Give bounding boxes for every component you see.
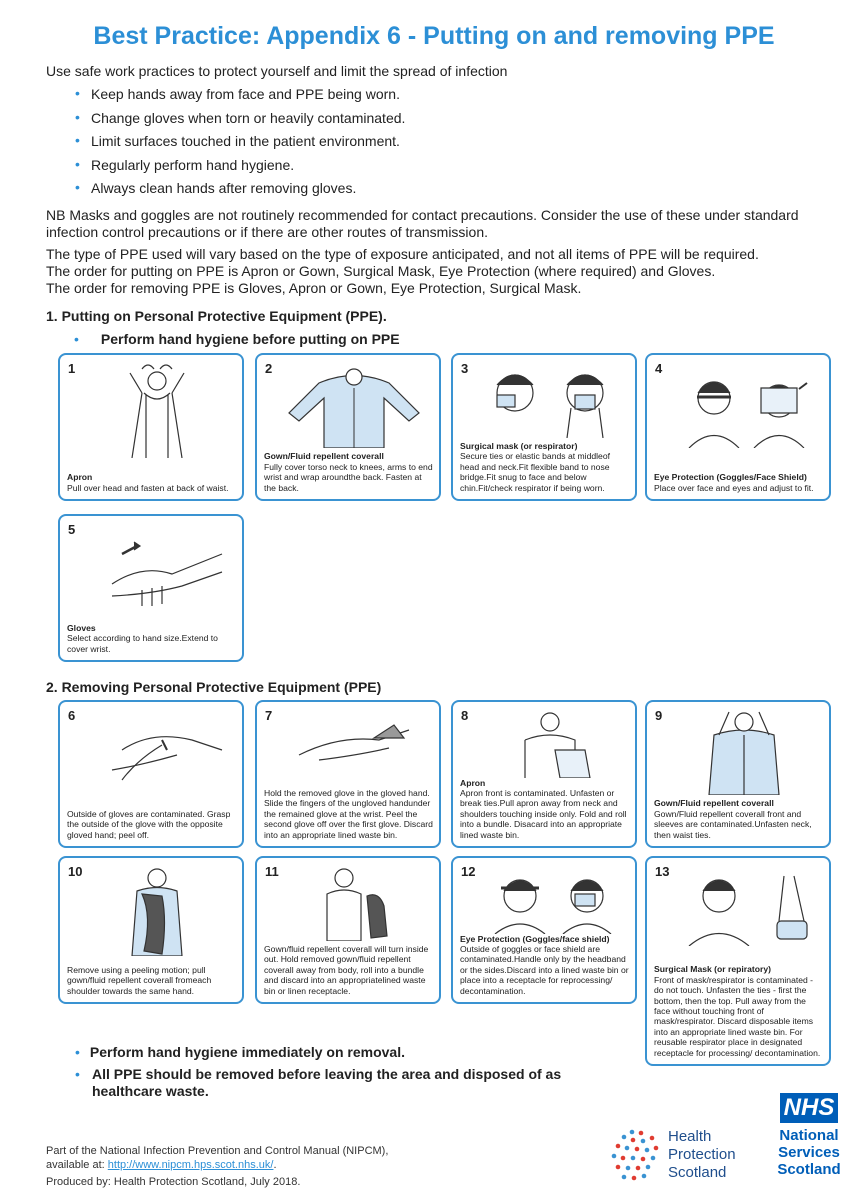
bullet-dot-icon: • — [75, 1044, 80, 1060]
bullet-dot-icon: • — [74, 331, 79, 347]
final-bullet-2: • All PPE should be removed before leaving the area and disposed of as healthcare waste. — [75, 1066, 562, 1099]
footer-line-1: Part of the National Infection Prevention and Control Manual (NIPCM), — [46, 1145, 389, 1157]
step-number: 9 — [655, 708, 663, 723]
hps-dots-icon — [610, 1128, 666, 1184]
bullet-dot-icon: • — [75, 155, 80, 172]
bullet-dot-icon: • — [75, 1066, 80, 1082]
bullet-dot-icon: • — [75, 179, 80, 195]
list-item: • Regularly perform hand hygiene. — [75, 155, 295, 173]
step-card-5 — [58, 514, 244, 662]
order-line-1: The type of PPE used will vary based on the type of exposure anticipated, and not all items of PPE will be required. — [46, 246, 759, 262]
nhs-logo: NHS National Services Scotland — [772, 1093, 846, 1178]
step-text: Gown/fluid repellent coverall will turn inside out. Hold removed gown/fluid repellent coverall away from body, roll into a bundle and discard into an appropriatelined waste bin or linen receptacle. — [264, 943, 429, 996]
roll-gown-illustration — [279, 866, 429, 941]
step-text: Apron front is contaminated. Unfasten or break ties.Pull apron away from neck and shoulders touching inside only. Fold and roll into a bundle. Disacard into an appropriate lined waste bin. — [460, 787, 627, 840]
step-text: Place over face and eyes and adjust to fit. — [654, 482, 814, 493]
list-item: • Change gloves when torn or heavily contaminated. — [75, 108, 406, 126]
step-number: 7 — [265, 708, 273, 723]
step-text: Fully cover torso neck to knees, arms to end wrist and wrap aroundthe back. Fasten at the back. — [264, 461, 433, 493]
step-text: Outside of goggles or face shield are contaminated.Handle only by the headband or the sides.Discard into a lined waste bin or place into a receptacle for reprocessing/ decontamination. — [460, 943, 629, 996]
mask-removal-illustration — [669, 866, 819, 946]
section1-heading: 1. Putting on Personal Protective Equipment (PPE). — [46, 308, 387, 324]
step-title: Surgical mask (or respirator) — [460, 440, 578, 451]
step-card-10 — [58, 856, 244, 1004]
step-card-11 — [255, 856, 441, 1004]
eye-protection-illustration — [669, 363, 819, 448]
step-number: 3 — [461, 361, 469, 376]
section2-heading: 2. Removing Personal Protective Equipment (PPE) — [46, 679, 382, 695]
step-number: 10 — [68, 864, 83, 879]
step-text: Hold the removed glove in the gloved hand. Slide the fingers of the ungloved handunder the remained glove at the wrist. Peel the second glove off over the first glove. Discard into an appropriate lined waste bin. — [264, 787, 433, 840]
step-text: Pull over head and fasten at back of waist. — [67, 482, 229, 493]
intro-bullet-list — [75, 86, 405, 204]
step-card-4 — [645, 353, 831, 501]
step-title: Gown/Fluid repellent coverall — [654, 798, 774, 809]
step-number: 11 — [265, 864, 279, 879]
step-text: Secure ties or elastic bands at middleof head and neck.Fit flexible band to nose bridge.Fit snug to face and below chin.Fit/check respirator if being worn. — [460, 451, 610, 493]
apron-illustration — [82, 363, 232, 458]
step-text: Select according to hand size.Extend to cover wrist. — [67, 633, 218, 654]
step-card-7 — [255, 700, 441, 848]
step-title: Gloves — [67, 622, 96, 633]
step-title: Eye Protection (Goggles/face shield) — [460, 933, 610, 944]
page-title: Best Practice: Appendix 6 - Putting on and removing PPE — [93, 22, 775, 50]
step-card-2 — [255, 353, 441, 501]
apron-removal-illustration — [475, 710, 625, 778]
step-number: 5 — [68, 522, 76, 537]
eye-protection-removal-illustration — [475, 866, 625, 934]
step-number: 8 — [461, 708, 469, 723]
list-item: • Limit surfaces touched in the patient environment. — [75, 132, 400, 149]
bullet-dot-icon: • — [75, 132, 80, 148]
footer-line-2: available at: http://www.nipcm.hps.scot.nhs.uk/. — [46, 1159, 277, 1171]
gloves-illustration — [82, 524, 232, 609]
hygiene-before-line: • Perform hand hygiene before putting on PPE — [74, 331, 400, 347]
mask-illustration — [475, 363, 625, 438]
list-item: • Keep hands away from face and PPE being worn. — [75, 85, 400, 102]
step-title: Apron — [67, 472, 93, 483]
list-item: • Always clean hands after removing gloves. — [75, 179, 357, 196]
step-number: 12 — [461, 864, 476, 879]
step-title: Gown/Fluid repellent coverall — [264, 451, 384, 462]
nb-paragraph: NB Masks and goggles are not routinely recommended for contact precautions. Consider the use of these under standard infection control precautions or if there are other routes of transmission. — [46, 207, 799, 240]
step-text: Remove using a peeling motion; pull gown/fluid repellent coverall fromeach shoulder towards the same hand. — [67, 964, 212, 996]
step-number: 6 — [68, 708, 76, 723]
step-card-6 — [58, 700, 244, 848]
step-title: Eye Protection (Goggles/Face Shield) — [654, 472, 807, 483]
step-number: 13 — [655, 864, 670, 879]
step-title: Apron — [460, 777, 486, 788]
intro-text: Use safe work practices to protect yourself and limit the spread of infection — [46, 63, 508, 79]
nss-wordmark: National Services Scotland — [777, 1127, 841, 1178]
step-card-12 — [451, 856, 637, 1004]
order-line-2: The order for putting on PPE is Apron or Gown, Surgical Mask, Eye Protection (where required) and Gloves. — [46, 263, 716, 279]
step-number: 2 — [265, 361, 273, 376]
gown-removal-illustration — [669, 710, 819, 795]
peeling-gown-illustration — [82, 866, 232, 956]
gown-illustration — [279, 363, 429, 448]
order-line-3: The order for removing PPE is Gloves, Apron or Gown, Eye Protection, Surgical Mask. — [46, 280, 582, 296]
nipcm-link[interactable]: http://www.nipcm.hps.scot.nhs.uk/ — [107, 1159, 274, 1171]
step-number: 1 — [68, 361, 76, 376]
bullet-dot-icon: • — [75, 108, 80, 125]
bullet-dot-icon: • — [75, 85, 80, 101]
footer-line-3: Produced by: Health Protection Scotland, July 2018. — [46, 1176, 301, 1188]
step-card-1 — [58, 353, 244, 501]
step-card-3 — [451, 353, 637, 501]
step-card-9 — [645, 700, 831, 848]
step-text: Front of mask/respirator is contaminated - do not touch. Unfasten the ties - first the bottom, then the top. Pull away from the face without touching front of mask/respirator. Discard disposable items into an appropriate lined waste bin. For reusable respirator place in designated receptacle for processing/ decontamination. — [654, 974, 821, 1058]
step-card-13 — [645, 856, 831, 1066]
final-bullet-1: • Perform hand hygiene immediately on removal. — [75, 1044, 405, 1060]
step-number: 4 — [655, 361, 663, 376]
step-title: Surgical Mask (or repiratory) — [654, 964, 772, 975]
step-text: Outside of gloves are contaminated. Grasp the outside of the glove with the opposite gloved hand; peel off. — [67, 808, 231, 840]
step-card-8 — [451, 700, 637, 848]
glove-removal-illustration — [82, 710, 232, 795]
second-glove-illustration — [279, 710, 429, 765]
step-text: Gown/Fluid repellent coverall front and sleeves are contaminated.Unfasten neck, then waist ties. — [654, 808, 812, 840]
